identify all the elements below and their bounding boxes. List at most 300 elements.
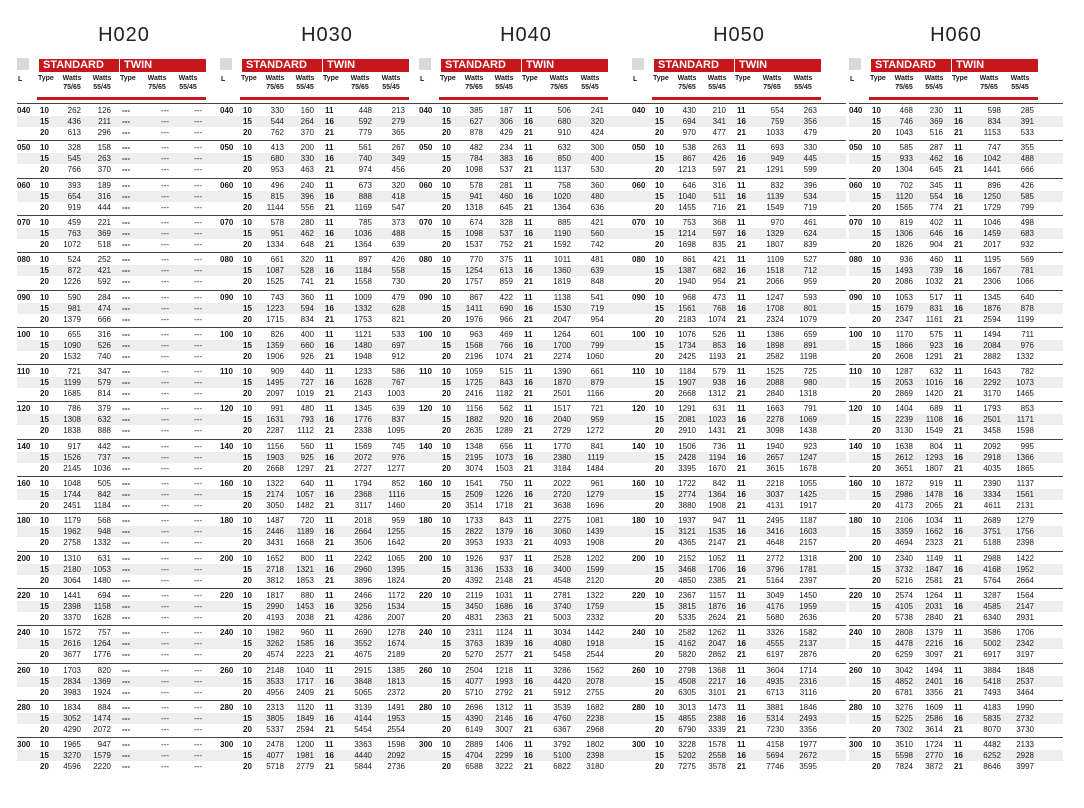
standard-watts-75: 2808 [895,628,913,638]
table-row [220,340,434,351]
twin-watts-55: 995 [1020,441,1034,451]
length-label: L [18,76,23,83]
twin-watts-55: 628 [391,303,405,313]
twin-type: 16 [737,415,746,425]
standard-watts-75: 468 [899,106,913,115]
standard-type: 20 [243,575,252,585]
length-group [220,401,434,437]
twin-type: --- [122,165,130,175]
standard-watts-55: 1876 [708,601,726,611]
twin-type: 21 [325,762,334,772]
standard-watts-55: 463 [300,165,314,175]
group-divider [849,140,1063,141]
length-group [419,327,633,363]
twin-watts-55: --- [194,277,202,287]
twin-header: TWIN [522,59,608,72]
standard-watts-55: 1053 [93,564,111,574]
length-value: 140 [419,441,433,451]
twin-type: 21 [737,277,746,287]
model-table-h040 [419,0,633,808]
twin-watts-55: 1422 [1016,553,1034,563]
twin-watts-55: 480 [590,191,604,201]
length-value: 060 [17,180,31,190]
standard-type: 20 [442,463,451,473]
twin-watts-55: --- [194,106,202,115]
twin-watts-75: 1042 [983,154,1001,164]
twin-watts-75: 7493 [983,687,1001,697]
twin-watts-55: 1756 [1016,527,1034,537]
standard-watts-75: 2347 [895,314,913,324]
standard-watts-55: 2586 [925,713,943,723]
length-group [17,551,234,587]
twin-type: 16 [325,117,334,126]
standard-watts-75: 4365 [678,538,696,548]
length-group [849,625,1063,661]
standard-type: 15 [40,639,49,649]
table-row [419,526,633,537]
twin-watts-55: 267 [391,143,405,153]
twin-type: 21 [737,538,746,548]
length-value: 240 [17,628,31,638]
twin-watts-55: --- [194,713,202,723]
twin-watts-55: 1824 [387,575,405,585]
standard-watts-55: 460 [929,255,943,265]
standard-type: 10 [872,180,881,190]
group-divider [17,252,231,253]
standard-watts-55: 505 [97,479,111,488]
standard-watts-75: 1834 [63,702,81,712]
standard-watts-55: 1480 [93,575,111,585]
table-row [220,627,434,638]
table-row [849,601,1063,612]
standard-type: 20 [872,538,881,548]
twin-watts-75: 759 [770,117,784,126]
standard-watts-55: 3101 [708,687,726,697]
standard-watts-75: 2869 [895,389,913,399]
standard-type: 20 [655,426,664,436]
table-row [849,403,1063,414]
twin-watts-55: 959 [803,277,817,287]
standard-watts-55: 594 [300,303,314,313]
twin-watts-55: 2755 [586,687,604,697]
standard-watts-75: 1638 [895,441,913,451]
twin-watts-75: 2501 [983,415,1001,425]
twin-watts-55: 1696 [586,501,604,510]
table-row [17,612,231,623]
standard-watts-55: 1503 [495,463,513,473]
length-group [419,401,633,437]
twin-watts-75: 2017 [983,239,1001,249]
table-row [17,403,234,414]
group-divider [220,551,434,552]
length-value: 090 [419,292,433,302]
standard-type: 15 [243,191,252,201]
standard-watts-55: 316 [97,191,111,201]
twin-watts-75: 1480 [354,340,372,350]
twin-watts-55: 400 [590,154,604,164]
group-divider [849,476,1063,477]
standard-watts-75: 1199 [63,378,81,388]
twin-watts-55: 1425 [799,490,817,499]
twin-watts-55: 1465 [1016,389,1034,399]
twin-watts-75: 2501 [553,389,571,399]
col-twin-75: Watts 75/65 [762,75,782,91]
twin-watts-75: 3037 [766,490,784,499]
group-divider [419,290,633,291]
twin-type: 16 [737,191,746,201]
twin-watts-55: 821 [391,314,405,324]
twin-watts-55: 585 [1020,191,1034,201]
table-row [632,403,846,414]
standard-watts-75: 1308 [63,415,81,425]
length-value: 040 [419,106,433,115]
length-group [220,364,434,400]
twin-watts-55: 2147 [1016,601,1034,611]
twin-type: 16 [954,527,963,537]
twin-type: 21 [524,389,533,399]
table-row [17,228,231,239]
twin-type: 16 [737,527,746,537]
standard-watts-75: 2313 [266,702,284,712]
twin-watts-75: 910 [557,128,571,137]
twin-type: --- [122,143,130,153]
standard-watts-55: 954 [712,277,726,287]
twin-watts-75: 4035 [983,463,1001,473]
table-row [17,164,231,175]
table-row [17,724,231,735]
standard-type: 15 [442,117,451,126]
twin-watts-75: 4555 [766,639,784,649]
twin-watts-55: 1332 [1016,351,1034,361]
twin-watts-75: 5003 [553,612,571,622]
standard-type: 20 [442,202,451,212]
group-divider [419,476,633,477]
standard-watts-75: 1487 [266,516,284,526]
twin-type: 11 [737,106,746,115]
standard-watts-75: 1291 [678,404,696,414]
table-row [220,575,434,586]
table-row [220,687,434,698]
twin-watts-55: 1682 [586,702,604,712]
standard-watts-55: 469 [499,329,513,339]
standard-type: 15 [40,713,49,723]
length-group [419,588,633,624]
twin-watts-55: 320 [391,180,405,190]
standard-watts-55: 689 [929,404,943,414]
twin-watts-55: 976 [391,452,405,462]
twin-watts-55: 541 [590,292,604,302]
twin-watts-75: 3139 [354,702,372,712]
col-twin-55: Watts 55/45 [580,75,600,91]
standard-type: 15 [243,266,252,276]
standard-watts-75: 762 [270,128,284,137]
standard-watts-55: 516 [929,128,943,137]
twin-watts-55: 547 [391,202,405,212]
standard-watts-55: 1074 [495,351,513,361]
twin-watts-75: --- [161,165,169,175]
standard-watts-55: 1034 [925,516,943,526]
twin-type: 11 [737,255,746,265]
twin-type: --- [122,303,130,313]
group-divider [632,401,846,402]
length-group [220,513,434,549]
twin-watts-75: 5418 [983,676,1001,686]
standard-type: 15 [243,452,252,462]
twin-type: 16 [954,266,963,276]
standard-watts-75: 2822 [465,527,483,537]
twin-watts-75: --- [161,143,169,153]
table-row [220,713,434,724]
twin-type: 21 [737,463,746,473]
twin-watts-75: --- [161,292,169,302]
table-row [220,478,434,489]
standard-type: 10 [872,628,881,638]
length-group [849,476,1063,512]
length-group [17,140,234,176]
standard-watts-75: 1838 [63,426,81,436]
group-divider [849,364,1063,365]
standard-type: 10 [40,404,49,414]
length-group [17,439,234,475]
standard-watts-55: 757 [97,628,111,638]
twin-watts-75: --- [161,501,169,510]
standard-watts-75: 970 [682,128,696,137]
twin-watts-75: 1441 [983,165,1001,175]
twin-watts-75: 4548 [553,575,571,585]
length-group [220,140,434,176]
twin-watts-75: 680 [557,117,571,126]
twin-watts-75: 5164 [766,575,784,585]
twin-type: --- [122,117,130,126]
standard-watts-75: 2718 [266,564,284,574]
length-value: 300 [17,740,31,750]
standard-watts-75: 1048 [63,479,81,488]
group-divider [849,178,1063,179]
twin-watts-75: 2022 [553,479,571,488]
table-row [17,127,231,138]
standard-watts-55: 750 [499,479,513,488]
twin-watts-55: 558 [391,266,405,276]
twin-type: 11 [954,441,963,451]
twin-watts-75: 1753 [354,314,372,324]
standard-watts-75: 1757 [465,277,483,287]
standard-watts-55: 429 [499,128,513,137]
twin-type: 16 [325,266,334,276]
standard-watts-75: 872 [67,266,81,276]
twin-watts-75: --- [161,553,169,563]
twin-watts-75: 8646 [983,762,1001,772]
twin-watts-55: 1952 [1016,564,1034,574]
twin-watts-55: --- [194,575,202,585]
length-value: 080 [17,255,31,265]
twin-watts-75: 5764 [983,575,1001,585]
standard-watts-75: 2081 [678,415,696,425]
standard-type: 15 [442,452,451,462]
standard-watts-55: 575 [929,329,943,339]
standard-watts-55: 2323 [925,538,943,548]
twin-type: 11 [325,367,334,377]
length-value: 280 [17,702,31,712]
twin-type: 21 [524,426,533,436]
table-row [849,340,1063,351]
table-row [632,452,846,463]
standard-watts-75: 2668 [266,463,284,473]
table-row [632,564,846,575]
length-value: 240 [419,628,433,638]
group-divider [849,103,1063,104]
twin-watts-55: --- [194,143,202,153]
twin-watts-75: 3458 [983,426,1001,436]
standard-type: 10 [40,628,49,638]
twin-watts-55: --- [194,165,202,175]
standard-watts-55: 1157 [708,590,726,600]
standard-watts-55: 613 [499,266,513,276]
twin-type: 16 [737,378,746,388]
length-group [849,439,1063,475]
standard-watts-75: 430 [682,106,696,115]
twin-watts-75: 1264 [553,329,571,339]
length-group [849,290,1063,326]
twin-type: 11 [325,143,334,153]
standard-type: 15 [243,676,252,686]
standard-type: 10 [243,553,252,563]
twin-watts-75: 632 [557,143,571,153]
table-row [220,463,434,474]
twin-watts-55: 1166 [586,389,604,399]
standard-type: 20 [872,314,881,324]
standard-watts-55: 937 [499,553,513,563]
twin-type: --- [122,612,130,622]
standard-watts-55: 1706 [708,564,726,574]
twin-watts-75: --- [161,564,169,574]
twin-type: 21 [524,277,533,287]
twin-type: --- [122,713,130,723]
standard-type: 10 [872,553,881,563]
table-row [632,500,846,511]
standard-watts-75: 1348 [465,441,483,451]
standard-watts-55: 316 [97,329,111,339]
group-divider [17,439,231,440]
standard-type: 15 [872,266,881,276]
twin-watts-55: --- [194,538,202,548]
standard-watts-75: 1652 [266,553,284,563]
standard-type: 10 [243,628,252,638]
twin-watts-55: 1247 [799,452,817,462]
model-table-h030 [220,0,434,808]
standard-watts-75: 3052 [63,713,81,723]
standard-type: 20 [40,538,49,548]
standard-watts-55: 3578 [708,762,726,772]
twin-watts-55: 980 [803,378,817,388]
standard-watts-75: 3050 [266,501,284,510]
length-group [17,103,234,139]
standard-watts-75: 1506 [678,441,696,451]
twin-watts-55: 241 [590,106,604,115]
standard-type: 20 [872,165,881,175]
twin-watts-75: 3848 [354,676,372,686]
standard-watts-75: 1572 [63,628,81,638]
table-row [419,116,633,127]
length-value: 090 [17,292,31,302]
standard-watts-75: 4574 [266,650,284,660]
standard-watts-55: 284 [97,292,111,302]
twin-type: 16 [524,191,533,201]
twin-watts-55: 373 [391,217,405,227]
twin-watts-75: 1592 [553,239,571,249]
length-value: 280 [849,702,863,712]
standard-watts-75: 4077 [266,751,284,761]
twin-watts-55: 2372 [387,687,405,697]
twin-watts-75: 1569 [354,441,372,451]
model-table-h050 [632,0,846,808]
col-twin-55: Watts 55/45 [793,75,813,91]
twin-watts-75: 2040 [553,415,571,425]
length-group [849,588,1063,624]
twin-watts-55: --- [194,191,202,201]
table-row [632,351,846,362]
twin-watts-75: 506 [557,106,571,115]
twin-watts-75: 885 [557,217,571,227]
length-value: 120 [632,404,646,414]
twin-type: --- [122,740,130,750]
standard-watts-55: 3007 [495,724,513,734]
group-divider [419,588,633,589]
standard-watts-55: 925 [300,452,314,462]
standard-type: 15 [872,676,881,686]
standard-watts-55: 2792 [495,687,513,697]
standard-watts-75: 2195 [465,452,483,462]
table-row [849,254,1063,265]
table-row [419,627,633,638]
standard-watts-55: 1291 [925,351,943,361]
twin-watts-55: 1318 [799,389,817,399]
twin-watts-55: 601 [590,329,604,339]
standard-type: 20 [655,389,664,399]
standard-watts-75: 1226 [63,277,81,287]
standard-watts-55: 158 [97,143,111,153]
length-value: 070 [419,217,433,227]
standard-type: 10 [442,180,451,190]
standard-type: 20 [442,612,451,622]
twin-watts-75: 1345 [354,404,372,414]
group-divider [220,364,434,365]
table-row [632,142,846,153]
standard-type: 15 [655,228,664,238]
twin-type: --- [122,340,130,350]
twin-type: 21 [737,314,746,324]
length-group [17,327,234,363]
standard-type: 10 [243,367,252,377]
standard-watts-55: 736 [712,441,726,451]
table-row [632,638,846,649]
twin-watts-75: 5844 [354,762,372,772]
standard-type: 15 [243,639,252,649]
table-row [632,724,846,735]
twin-type: 16 [325,191,334,201]
twin-watts-55: 498 [1020,217,1034,227]
standard-type: 15 [655,415,664,425]
standard-watts-55: 422 [499,292,513,302]
standard-type: 10 [40,740,49,750]
twin-watts-75: --- [161,463,169,473]
twin-watts-55: 1603 [799,527,817,537]
table-row [220,537,434,548]
twin-watts-55: --- [194,463,202,473]
standard-watts-55: 888 [97,426,111,436]
standard-type: 20 [40,277,49,287]
standard-watts-75: 4193 [266,612,284,622]
table-row [220,180,434,191]
